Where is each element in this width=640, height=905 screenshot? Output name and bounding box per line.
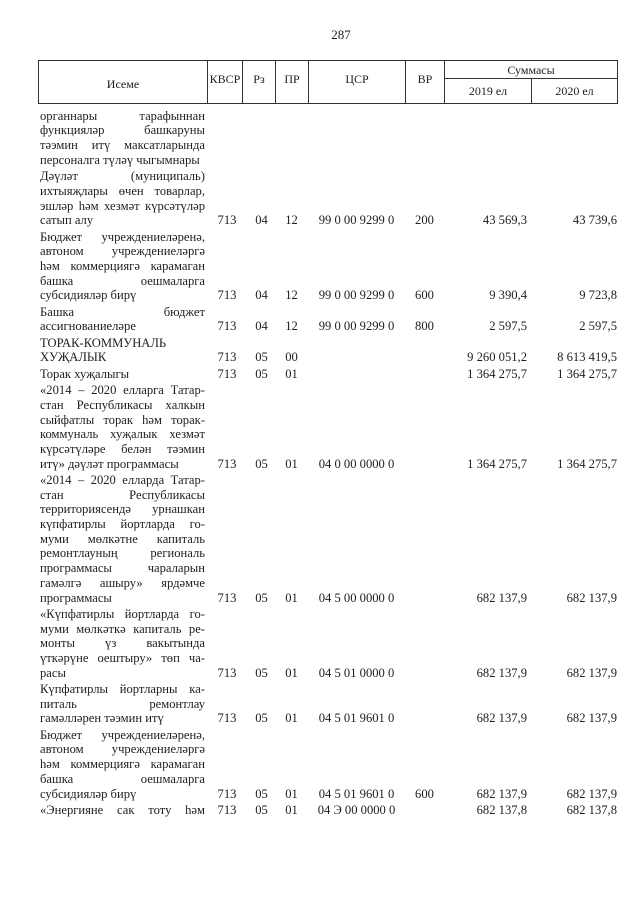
item-name-line: башка оешмаларга [40,771,205,786]
column-header-2020: 2020 ел [531,79,617,103]
item-name-line: расы [40,665,66,680]
item-name-line: Бюджет учреждениеләренә, [40,727,205,742]
item-name-line: «2014 – 2020 елларда Татар- [40,473,205,487]
item-name-line: сатып алу [40,213,94,228]
item-name-line: коммуналь хуҗалык хезмәт [40,427,205,442]
vr-cell: 600 [415,786,434,801]
vr-cell [405,457,444,472]
rz-cell: 05 [255,350,268,365]
pr-cell: 01 [285,786,298,801]
vr-cell: 200 [415,213,434,228]
item-name-line: итү» дәүләт программасы [40,456,179,471]
column-header-pr: ПР [275,61,308,103]
item-name-cell [38,803,207,818]
item-name-line: «Энергияне сак тоту һәм [40,802,205,817]
item-name-line: монты үз вакытында [40,636,205,651]
sum-2020-cell: 682 137,9 [566,711,617,726]
kvsr-cell [207,153,242,168]
column-header-csr: ЦСР [308,61,405,103]
table-row [38,334,618,365]
kvsr-cell: 713 [217,288,237,303]
item-name-line: субсидияләр бирү [40,786,137,801]
item-name-line: күрсәтүләре белән тәэмин [40,441,205,456]
item-name-line: гамәлгә ашыру» ярдәмче [40,575,205,590]
sum-2019-cell: 2 597,5 [489,319,527,334]
page-number: 287 [331,27,351,42]
vr-cell: 600 [415,288,434,303]
column-header-2019: 2019 ел [444,79,531,103]
sum-2020-cell: 682 137,9 [566,665,617,680]
sum-2019-cell: 1 364 275,7 [467,366,527,381]
table-row [38,303,618,334]
rz-cell: 05 [255,665,268,680]
vr-cell: 800 [415,319,434,334]
vr-cell [405,591,444,606]
rz-cell: 05 [255,456,268,471]
item-name-cell [38,607,207,680]
item-name-cell [38,336,207,365]
sum-2019-cell: 9 390,4 [489,288,527,303]
item-name-line: муми мөлкәткә капиталь ре- [40,621,205,636]
item-name-line: субсидияләр бирү [40,288,137,303]
vr-cell [405,367,444,382]
column-header-name: Исеме [106,77,140,91]
pr-cell: 12 [285,288,298,303]
item-name-line: ихтыяҗлары өчен товарлар, [40,183,205,198]
item-name-cell [38,383,207,471]
sum-2019-cell: 682 137,8 [476,802,527,817]
item-name-line: сыйфатлы торак һәм торак- [40,412,205,427]
vr-cell [405,666,444,681]
item-name-cell [38,169,207,228]
table-row [38,680,618,726]
item-name-cell [38,728,207,801]
kvsr-cell: 713 [217,711,237,726]
rz-cell [242,153,275,168]
item-name-line: башка оешмаларга [40,273,205,288]
table-row [38,382,618,472]
item-name-line: «2014 – 2020 елларга Татар- [40,383,205,398]
pr-cell: 01 [285,366,298,381]
item-name-line: гамәлләрен тәэмин итү [40,711,164,726]
table-body [38,107,618,818]
sum-2020-cell: 682 137,9 [566,786,617,801]
sum-2020-cell: 2 597,5 [579,319,617,334]
kvsr-cell: 713 [217,590,237,605]
item-name-line: питаль ремонтлау [40,696,205,711]
sum-2020-cell: 682 137,8 [566,802,617,817]
table-row [38,726,618,801]
item-name-line: «Күпфатирлы йортларда го- [40,606,205,621]
table-row [38,605,618,680]
rz-cell: 05 [255,590,268,605]
sum-2020-cell: 43 739,6 [572,213,617,228]
sum-2019-cell: 682 137,9 [476,786,527,801]
item-name-cell [38,305,207,334]
item-name-line: муми мөлкәтне капиталь [40,531,205,546]
csr-cell: 99 0 00 9299 0 [318,319,395,334]
item-name-line: органнары тарафыннан [40,108,205,123]
pr-cell: 12 [285,319,298,334]
item-name-line: стан Республикасы халкын [40,397,205,412]
item-name-line: автоном учреждениеләргә [40,244,205,259]
item-name-line: стан Республикасы [40,487,205,502]
item-name-line: территориясендә урнашкан [40,502,205,517]
pr-cell: 01 [285,802,298,817]
item-name-line: Бюджет учреждениеләренә, [40,229,205,244]
item-name-line: үткәрүне оештыру» төп ча- [40,650,205,665]
sum-2020-cell: 1 364 275,7 [557,456,617,471]
item-name-line: функцияләр башкаруны [40,123,205,138]
sum-2020-cell [531,153,618,168]
item-name-line: персоналга түләү чыгымнары [40,152,200,167]
table-row [38,365,618,381]
kvsr-cell: 713 [217,786,237,801]
rz-cell: 04 [255,213,268,228]
sum-2020-cell: 682 137,9 [566,590,617,605]
rz-cell: 05 [255,786,268,801]
pr-cell: 01 [285,590,298,605]
vr-cell [405,711,444,726]
pr-cell: 00 [285,350,298,365]
kvsr-cell: 713 [217,665,237,680]
sum-2019-cell: 682 137,9 [476,711,527,726]
item-name-line: һәм коммерциягә карамаган [40,258,205,273]
csr-cell: 04 5 00 0000 0 [318,590,395,605]
vr-cell [405,350,444,365]
sum-2019-cell: 682 137,9 [476,590,527,605]
item-name-cell [38,109,207,168]
item-name-line: автоном учреждениеләргә [40,742,205,757]
item-name-line: ТОРАК-КОММУНАЛЬ [40,335,167,350]
item-name-line: эшләр һәм хезмәт күрсәтүләр [40,198,205,213]
rz-cell: 04 [255,319,268,334]
csr-cell: 04 Э 00 0000 0 [317,802,396,817]
csr-cell [308,153,405,168]
rz-cell: 05 [255,366,268,381]
item-name-cell [38,473,207,605]
item-name-cell [38,367,207,382]
pr-cell: 01 [285,665,298,680]
vr-cell [405,803,444,818]
table-row [38,167,618,227]
csr-cell: 99 0 00 9299 0 [318,288,395,303]
column-header-vr: ВР [405,61,444,103]
pr-cell [275,153,308,168]
item-name-line: программасы [40,590,112,605]
table-row [38,471,618,605]
csr-cell [308,350,405,365]
item-name-line: Дәүләт (муниципаль) [40,169,205,184]
sum-2019-cell: 1 364 275,7 [467,456,527,471]
rz-cell: 04 [255,288,268,303]
item-name-line: ремонтлауның региональ [40,546,205,561]
pr-cell: 12 [285,213,298,228]
sum-2019-cell [444,153,531,168]
item-name-cell [38,230,207,303]
sum-2019-cell: 43 569,3 [482,213,527,228]
column-header-sums: Суммасы [444,61,617,79]
pr-cell: 01 [285,456,298,471]
item-name-line: Күпфатирлы йортларны ка- [40,682,205,696]
csr-cell: 04 0 00 0000 0 [318,456,395,471]
rz-cell: 05 [255,711,268,726]
item-name-line: Торак хуҗалыгы [40,366,130,381]
item-name-line: Башка бюджет [40,304,205,319]
sum-2020-cell: 8 613 419,5 [557,350,617,365]
item-name-line: тәэмин итү максатларында [40,138,205,153]
sum-2020-cell: 1 364 275,7 [557,366,617,381]
kvsr-cell: 713 [217,213,237,228]
kvsr-cell: 713 [217,350,237,365]
csr-cell: 04 5 01 9601 0 [318,786,395,801]
column-header-rz: Рз [242,61,275,103]
rz-cell: 05 [255,802,268,817]
kvsr-cell: 713 [217,319,237,334]
pr-cell: 01 [285,711,298,726]
item-name-line: программасы чараларын [40,561,205,576]
item-name-line: күпфатирлы йортларда го- [40,517,205,532]
csr-cell: 04 5 01 9601 0 [318,711,395,726]
item-name-line: һәм коммерциягә карамаган [40,757,205,772]
table-row [38,107,618,167]
csr-cell: 99 0 00 9299 0 [318,213,395,228]
column-header-kvsr: КВСР [207,61,242,103]
sum-2019-cell: 9 260 051,2 [467,350,527,365]
kvsr-cell: 713 [217,456,237,471]
table-header [38,60,618,104]
item-name-cell [38,682,207,726]
sum-2019-cell: 682 137,9 [476,665,527,680]
kvsr-cell: 713 [217,802,237,817]
table-row [38,801,618,817]
kvsr-cell: 713 [217,366,237,381]
item-name-line: ассигнованиеләре [40,319,136,334]
csr-cell: 04 5 01 0000 0 [318,665,395,680]
csr-cell [308,367,405,382]
table-row [38,228,618,303]
item-name-line: ХУҖАЛЫК [40,350,107,365]
vr-cell [405,153,444,168]
sum-2020-cell: 9 723,8 [579,288,617,303]
